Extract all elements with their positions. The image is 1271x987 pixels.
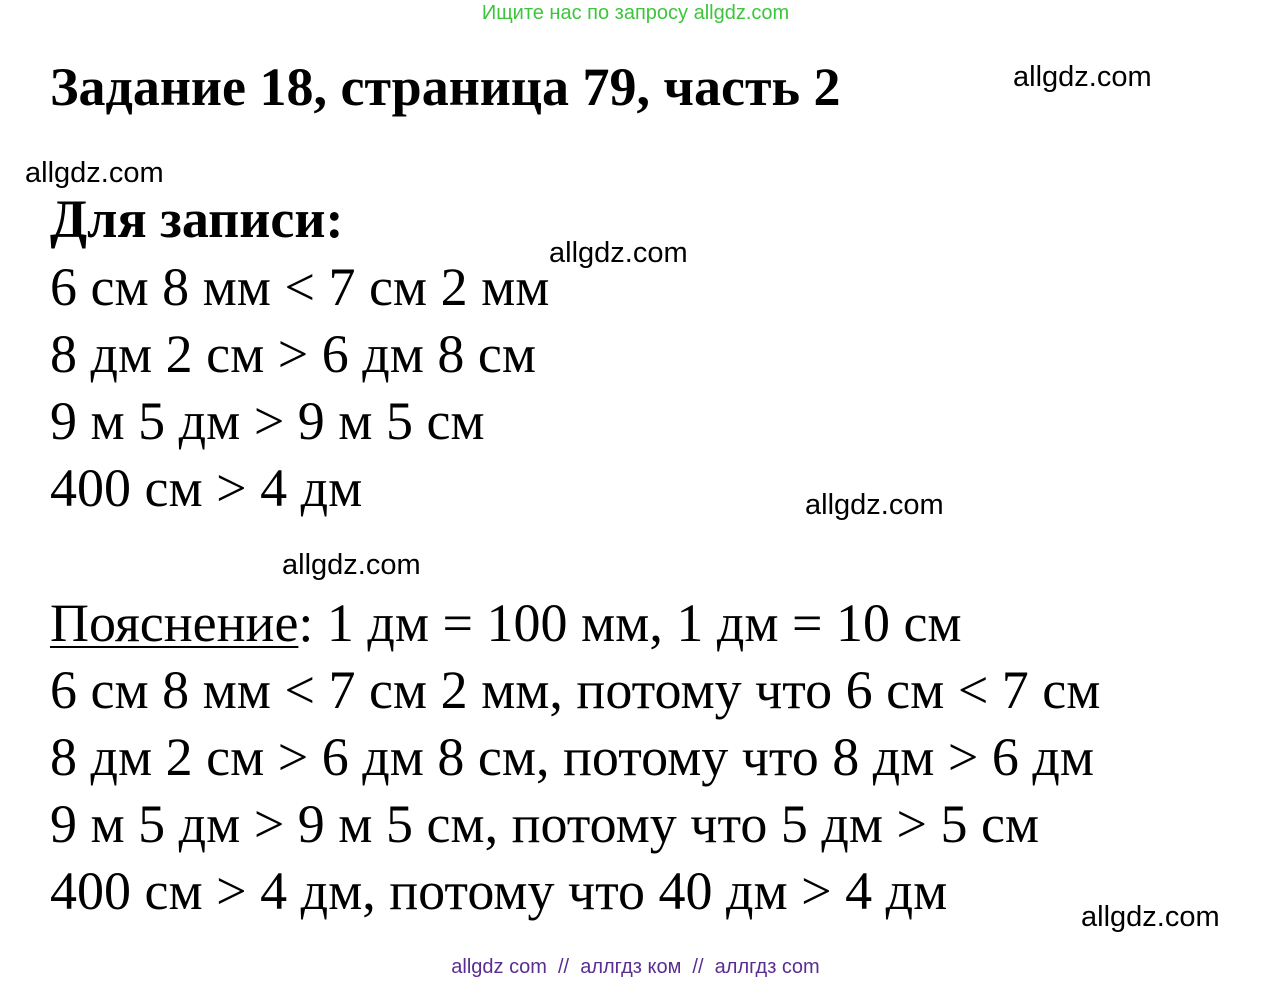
watermark: allgdz.com xyxy=(549,237,688,269)
explanation-line: 9 м 5 дм > 9 м 5 см, потому что 5 дм > 5 см xyxy=(50,794,1040,854)
record-line: 6 см 8 мм < 7 см 2 мм xyxy=(50,257,550,317)
explanation-intro: : 1 дм = 100 мм, 1 дм = 10 см xyxy=(298,593,962,653)
record-line: 9 м 5 дм > 9 м 5 см xyxy=(50,391,485,451)
explanation-line: 6 см 8 мм < 7 см 2 мм, потому что 6 см < 7 см xyxy=(50,660,1101,720)
record-line: 8 дм 2 см > 6 дм 8 см xyxy=(50,324,537,384)
explanation-line: 400 см > 4 дм, потому что 40 дм > 4 дм xyxy=(50,861,948,921)
watermark: allgdz.com xyxy=(25,157,164,189)
watermark: allgdz.com xyxy=(1013,61,1152,93)
watermark: allgdz.com xyxy=(805,489,944,521)
record-line: 400 см > 4 дм xyxy=(50,458,363,518)
page-title: Задание 18, страница 79, часть 2 xyxy=(50,57,841,117)
explanation-intro-line xyxy=(50,594,962,653)
explanation-line: 8 дм 2 см > 6 дм 8 см, потому что 8 дм > 6 дм xyxy=(50,727,1095,787)
top-banner[interactable]: Ищите нас по запросу allgdz.com xyxy=(481,2,790,24)
watermark: allgdz.com xyxy=(1081,901,1220,933)
explanation-label: Пояснение xyxy=(50,593,299,653)
watermark: allgdz.com xyxy=(282,549,421,581)
footer-banner[interactable]: allgdz com // аллгдз ком // аллгдз com xyxy=(451,956,820,978)
record-heading: Для записи: xyxy=(50,189,344,249)
